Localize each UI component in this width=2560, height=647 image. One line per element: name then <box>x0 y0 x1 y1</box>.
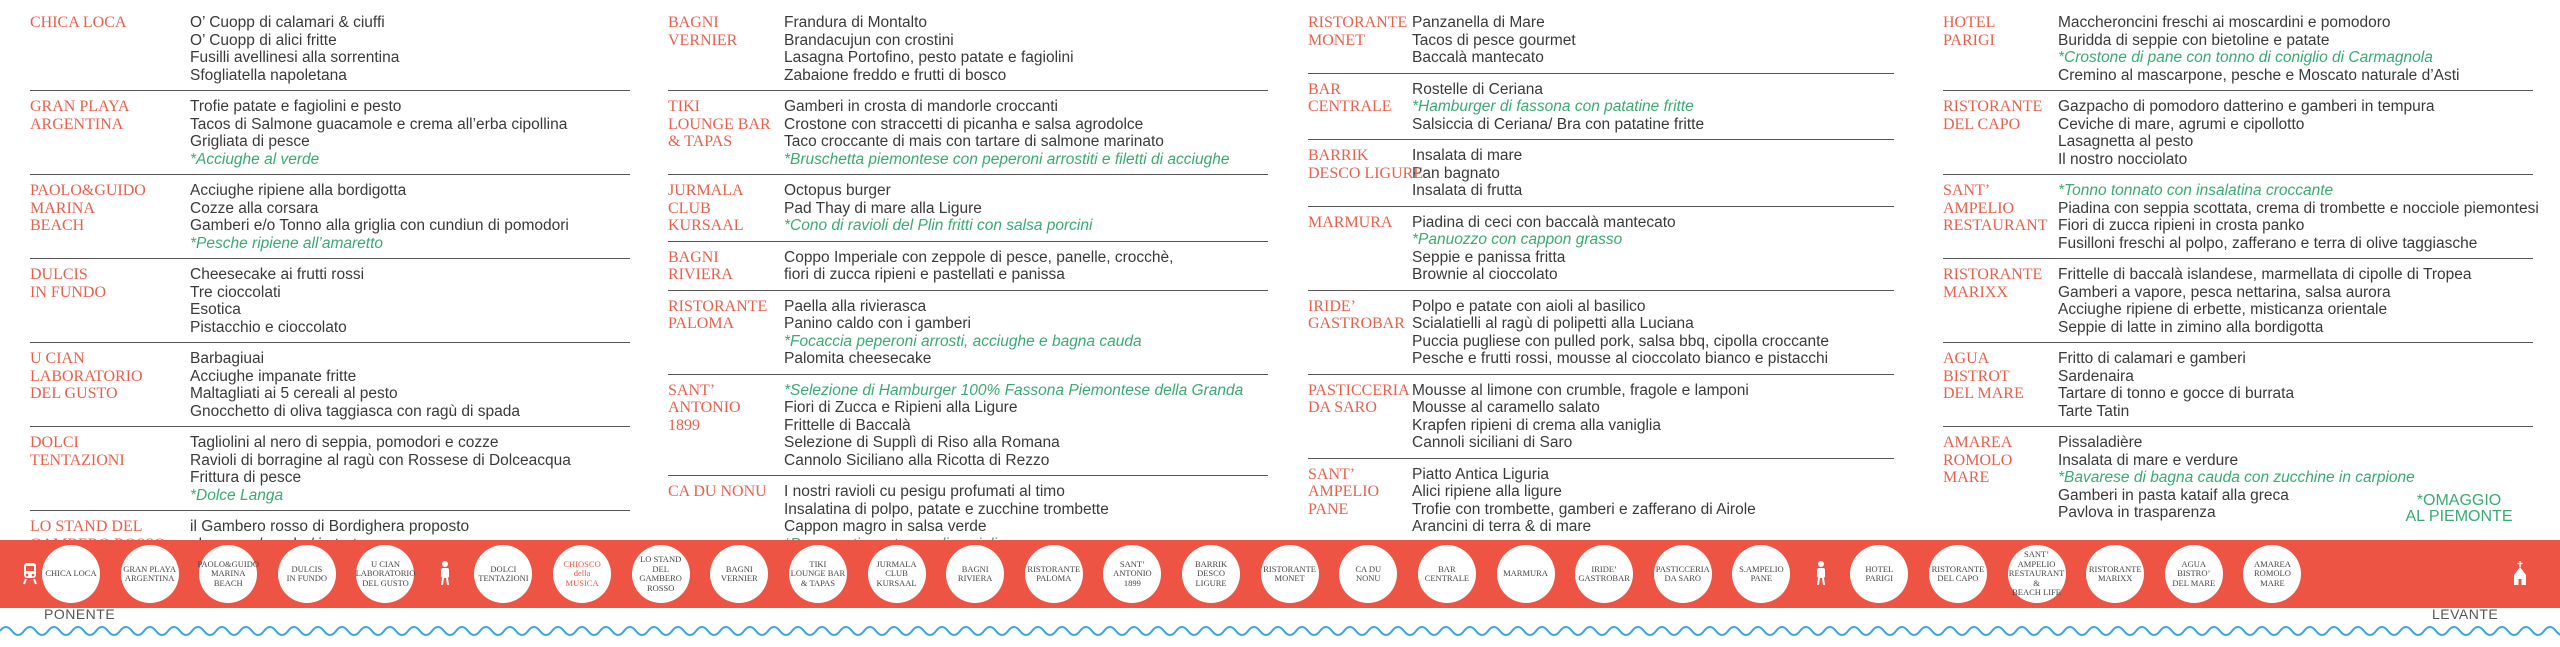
route-stop <box>2243 545 2301 603</box>
route-stop-label: SANT’ ANTONIO 1899 <box>1113 558 1152 588</box>
dish-list <box>2058 98 2533 168</box>
vendor-name: PAOLO&GUIDO MARINA BEACH <box>30 182 146 234</box>
dish-list <box>190 266 630 336</box>
dish-item: Crostone con straccetti di picanha e salsa agrodolce <box>784 115 1144 133</box>
dish-list <box>190 434 630 504</box>
dish-item: Insalatina di polpo, patate e zucchine trombette <box>784 500 1109 518</box>
dish-item: Pavlova in trasparenza <box>2058 504 2216 521</box>
route-stop-label: BAR CENTRALE <box>1424 563 1470 583</box>
route-stop-label: IRIDE’ GASTROBAR <box>1578 563 1630 583</box>
omaggio-piemonte-note: *OMAGGIO AL PIEMONTE <box>2405 492 2513 525</box>
dish-item: Arancini di terra & di mare <box>1412 518 1592 535</box>
route-stop-label: DOLCI TENTAZIONI <box>478 563 529 583</box>
menu-column-3 <box>1308 14 1894 542</box>
dish-item: Acciughe ripiene di erbette, misticanza orientale <box>2058 301 2388 318</box>
vendor-entry <box>30 175 630 259</box>
dish-item: Sfogliatella napoletana <box>190 66 347 84</box>
dish-item: Mousse al caramello salato <box>1412 399 1600 416</box>
dish-item: Buridda di seppie con bietoline e patate <box>2058 31 2330 49</box>
vendor-entry <box>668 375 1268 477</box>
dish-item: Piadina con seppia scottata, crema di trombette e nocciole piemontesi <box>2058 199 2539 217</box>
dish-item: Palomita cheesecake <box>784 350 932 367</box>
dish-item: Salsiccia di Ceriana/ Bra con patatine fritte <box>1412 115 1705 133</box>
dish-item: fiori di zucca ripieni e pastellati e panissa <box>784 266 1065 283</box>
vendor-entry <box>1308 375 1894 459</box>
dish-item: Fritto di calamari e gamberi <box>2058 350 2246 367</box>
menu-column-2 <box>668 14 1268 559</box>
dish-item: Seppie di latte in zimino alla bordigotta <box>2058 318 2324 336</box>
dish-item: I nostri ravioli cu pesigu profumati al timo <box>784 483 1065 500</box>
dish-item: Frittelle di baccalà islandese, marmellata di cipolle di Tropea <box>2058 266 2472 283</box>
route-stop <box>1339 545 1397 603</box>
route-stop <box>1654 545 1712 603</box>
route-stop <box>2086 545 2144 603</box>
vendor-entry <box>668 91 1268 175</box>
dish-list <box>784 182 1268 235</box>
route-stop-label: CA DU NONU <box>1355 563 1382 583</box>
route-stop <box>278 545 336 603</box>
route-stop-label: RISTORANTE PALOMA <box>1027 563 1081 583</box>
dish-list <box>1412 14 1894 67</box>
dish-item: Pan bagnato <box>1412 164 1500 182</box>
piemonte-dish-item: *Crostone di pane con tonno di coniglio di Carmagnola <box>2058 49 2433 66</box>
vendor-name: RISTORANTE DEL CAPO <box>1943 98 2043 133</box>
dish-item: Cremino al mascarpone, pesche e Moscato naturale d’Asti <box>2058 66 2460 84</box>
route-stop <box>42 545 100 603</box>
vendor-entry <box>1943 259 2533 343</box>
dish-item: Selezione di Supplì di Riso alla Romana <box>784 434 1060 451</box>
dish-item: Brownie al cioccolato <box>1412 266 1558 283</box>
dish-item: Baccalà mantecato <box>1412 49 1544 66</box>
dish-list <box>2058 182 2539 252</box>
route-stop-label: BARRIK DESCO LIGURE <box>1194 558 1228 588</box>
route-stop <box>946 545 1004 603</box>
dish-list <box>1412 382 1894 452</box>
piemonte-dish-item: *Selezione di Hamburger 100% Fassona Piemontese della Granda <box>784 381 1244 399</box>
dish-item: Fiori di zucca ripieni in crosta panko <box>2058 217 2305 234</box>
route-stop <box>1025 545 1083 603</box>
dish-item: Pad Thay di mare alla Ligure <box>784 199 982 217</box>
dish-item: Paella alla rivierasca <box>784 297 927 315</box>
dish-item: Maltagliati ai 5 cereali al pesto <box>190 385 398 402</box>
vendor-name: CHICA LOCA <box>30 14 127 31</box>
route-stop <box>121 545 179 603</box>
dish-item: Gamberi in pasta kataif alla greca <box>2058 486 2289 504</box>
dish-item: Seppie e panissa fritta <box>1412 248 1566 266</box>
dish-list <box>1412 81 1894 134</box>
piemonte-dish-item: *Acciughe al verde <box>190 150 320 168</box>
dish-item: Panzanella di Mare <box>1412 14 1545 31</box>
vendor-entry <box>30 259 630 343</box>
dish-list <box>784 98 1268 168</box>
dish-item: Tacos di pesce gourmet <box>1412 31 1576 49</box>
route-stop-label: MARMURA <box>1503 568 1548 579</box>
route-stop <box>356 545 414 603</box>
vendor-name: SANT’ AMPELIO RESTAURANT <box>1943 182 2048 234</box>
dish-item: Gamberi a vapore, pesca nettarina, salsa aurora <box>2058 283 2391 301</box>
sea-wave-line <box>0 618 2560 644</box>
dish-item: Pistacchio e cioccolato <box>190 318 347 336</box>
dish-item: Cannoli siciliani di Saro <box>1412 434 1573 451</box>
church-icon <box>2512 560 2528 586</box>
dish-item: Cannolo Siciliano alla Ricotta di Rezzo <box>784 451 1050 469</box>
dish-item: Gamberi in crosta di mandorle croccanti <box>784 98 1058 115</box>
route-stop-label: CHICA LOCA <box>45 568 97 579</box>
route-stop <box>632 545 690 603</box>
dish-list <box>784 14 1268 84</box>
dish-item: Scialatielli al ragù di polipetti alla Luciana <box>1412 315 1694 332</box>
dish-item: Insalata di frutta <box>1412 182 1523 199</box>
vendor-entry <box>1308 14 1894 74</box>
vendor-name: BAGNI RIVIERA <box>668 248 733 283</box>
dish-item: Acciughe impanate fritte <box>190 367 357 385</box>
dish-item: Fusilli avellinesi alla sorrentina <box>190 49 400 66</box>
vendor-name: LO STAND DEL <box>30 518 143 535</box>
vendor-name: SANT’ ANTONIO 1899 <box>668 381 741 434</box>
dish-list <box>2058 266 2533 336</box>
vendor-name: AMAREA ROMOLO MARE <box>1943 434 2013 486</box>
route-stop-label: BAGNI VERNIER <box>720 563 758 583</box>
route-stop-label: PASTICCERIA DA SARO <box>1655 563 1710 583</box>
dish-item: Tre cioccolati <box>190 283 281 301</box>
vendor-name: BARRIK DESCO LIGURE <box>1308 147 1424 182</box>
dish-list <box>190 350 630 420</box>
route-stop <box>1103 545 1161 603</box>
route-stop-label: JURMALA CLUB KURSAAL <box>876 558 917 588</box>
route-stop-label: HOTEL PARIGI <box>1865 563 1894 583</box>
dish-item: O’ Cuopp di calamari & ciuffi <box>190 14 385 31</box>
route-stop-label: RISTORANTE MONET <box>1263 563 1317 583</box>
dish-list <box>1412 214 1894 284</box>
dish-item: Puccia pugliese con pulled pork, salsa bbq, cipolla croccante <box>1412 332 1830 350</box>
vendor-entry <box>1943 14 2533 91</box>
dish-list <box>1412 298 1894 368</box>
dish-item: Frandura di Montalto <box>784 14 928 31</box>
ponente-label: PONENTE <box>44 606 116 622</box>
route-stop-label: GRAN PLAYA ARGENTINA <box>123 563 177 583</box>
dish-item: Insalata di mare <box>1412 147 1523 164</box>
route-stop <box>710 545 768 603</box>
vendor-entry <box>30 14 630 91</box>
route-stop <box>2008 545 2066 603</box>
route-stop <box>1182 545 1240 603</box>
vendor-entry <box>1943 175 2539 259</box>
route-stop-label: AMAREA ROMOLO MARE <box>2254 558 2291 588</box>
person-marker-icon <box>437 560 453 586</box>
vendor-name: CA DU NONU <box>668 483 767 500</box>
dish-list <box>784 249 1268 284</box>
route-stop-label: DULCIS IN FUNDO <box>286 563 328 583</box>
vendor-entry <box>668 291 1268 375</box>
dish-item: Insalata di mare e verdure <box>2058 451 2239 469</box>
dish-item: Pesche e frutti rossi, mousse al cioccolato bianco e pistacchi <box>1412 350 1829 367</box>
route-stop-label: AGUA BISTRO’ DEL MARE <box>2172 558 2216 588</box>
vendor-entry <box>668 242 1268 291</box>
dish-item: Piatto Antica Liguria <box>1412 465 1550 483</box>
dish-list <box>1412 147 1894 200</box>
dish-item: Tacos di Salmone guacamole e crema all’erba cipollina <box>190 115 568 133</box>
dish-list <box>2058 350 2533 420</box>
route-stop-label: RISTORANTE MARIXX <box>2088 563 2142 583</box>
vendor-entry <box>1308 140 1894 207</box>
vendor-name: RISTORANTE MARIXX <box>1943 266 2043 301</box>
dish-item: Il nostro nocciolato <box>2058 150 2188 168</box>
dish-item: Alici ripiene alla ligure <box>1412 483 1562 500</box>
route-stop <box>868 545 926 603</box>
vendor-entry <box>1943 343 2533 427</box>
route-stop-label: S.AMPELIO PANE <box>1739 563 1784 583</box>
menu-column-4 <box>1943 14 2539 528</box>
dish-list <box>784 298 1268 368</box>
dish-item: Grigliata di pesce <box>190 133 310 150</box>
dish-item: Rostelle di Ceriana <box>1412 80 1543 98</box>
dish-list <box>190 14 630 84</box>
menu-column-1 <box>30 14 630 559</box>
route-stop-label: SANT’ AMPELIO RESTAURANT & BEACH LIFE <box>2008 549 2065 598</box>
dish-item: Tartare di tonno e gocce di burrata <box>2058 385 2295 402</box>
vendor-name: GRAN PLAYA ARGENTINA <box>30 98 130 133</box>
route-stop <box>197 545 260 603</box>
dish-list <box>2058 14 2533 84</box>
dish-item: Trofie con trombette, gamberi e zafferano di Airole <box>1412 500 1756 518</box>
dish-item: Frittelle di Baccalà <box>784 416 911 434</box>
dish-item: Trofie patate e fagiolini e pesto <box>190 98 402 115</box>
dish-item: Tagliolini al nero di seppia, pomodori e cozze <box>190 434 499 451</box>
dish-item: Gazpacho di pomodoro datterino e gamberi in tempura <box>2058 98 2435 115</box>
vendor-entry <box>668 14 1268 91</box>
dish-item: Zabaione freddo e frutti di bosco <box>784 66 1007 84</box>
dish-item: Tarte Tatin <box>2058 402 2130 420</box>
route-stop-label: U CIAN LABORATORIO DEL GUSTO <box>355 558 416 588</box>
dish-item: O’ Cuopp di alici fritte <box>190 31 337 49</box>
route-stop <box>1850 545 1908 603</box>
dish-item: Fiori di Zucca e Ripieni alla Ligure <box>784 399 1018 416</box>
dish-item: Gamberi e/o Tonno alla griglia con cundiun di pomodori <box>190 217 569 234</box>
dish-item: Acciughe ripiene alla bordigotta <box>190 182 407 199</box>
dish-item: Sardenaira <box>2058 367 2134 385</box>
vendor-name: RISTORANTE PALOMA <box>668 297 768 332</box>
dish-list <box>1412 466 1894 536</box>
route-stop <box>1497 545 1555 603</box>
vendor-name: BAR CENTRALE <box>1308 80 1392 115</box>
dish-list <box>190 98 630 168</box>
vendor-entry <box>668 175 1268 242</box>
vendor-name: IRIDE’ GASTROBAR <box>1308 297 1405 332</box>
dish-list <box>190 182 630 252</box>
vendor-name: DULCIS IN FUNDO <box>30 266 106 301</box>
dish-item: Mousse al limone con crumble, fragole e lamponi <box>1412 381 1749 399</box>
route-stop-label: CHIOSCO della MUSICA <box>563 558 601 588</box>
route-stop <box>2165 545 2223 603</box>
dish-item: Coppo Imperiale con zeppole di pesce, panelle, crocchè, <box>784 248 1174 266</box>
vendor-name: BAGNI VERNIER <box>668 14 738 49</box>
vendor-name: HOTEL PARIGI <box>1943 14 1996 49</box>
person-marker-icon <box>1813 560 1829 586</box>
route-stop-label: BAGNI RIVIERA <box>957 563 993 583</box>
dish-item: Krapfen ripieni di crema alla vaniglia <box>1412 416 1661 434</box>
dish-item: il Gambero rosso di Bordighera proposto <box>190 518 470 535</box>
promenade-route-band <box>0 540 2560 608</box>
route-stop <box>1732 545 1790 603</box>
dish-item: Ravioli di borragine al ragù con Rossese di Dolceacqua <box>190 451 571 469</box>
vendor-entry <box>30 427 630 511</box>
vendor-entry <box>30 343 630 427</box>
vendor-name: TIKI LOUNGE BAR & TAPAS <box>668 98 771 150</box>
vendor-name: PASTICCERIA DA SARO <box>1308 381 1410 416</box>
piemonte-dish-item: *Bruschetta piemontese con peperoni arrostiti e filetti di acciughe <box>784 150 1230 168</box>
vendor-name: U CIAN LABORATORIO DEL GUSTO <box>30 350 143 402</box>
dish-list <box>784 382 1268 470</box>
dish-item: Polpo e patate con aioli al basilico <box>1412 297 1646 315</box>
piemonte-dish-item: *Dolce Langa <box>190 486 284 504</box>
piemonte-dish-item: *Hamburger di fassona con patatine fritte <box>1412 98 1694 115</box>
dish-item: Octopus burger <box>784 182 891 199</box>
route-stop-label: PAOLO&GUIDO MARINA BEACH <box>197 558 260 588</box>
dish-item: Panino caldo con i gamberi <box>784 315 971 332</box>
dish-item: Piadina di ceci con baccalà mantecato <box>1412 213 1676 231</box>
dish-item: Brandacujun con crostini <box>784 31 954 49</box>
dish-item: Lasagnetta al pesto <box>2058 133 2194 150</box>
piemonte-dish-item: *Focaccia peperoni arrosti, acciughe e bagna cauda <box>784 332 1142 350</box>
piemonte-dish-item: *Pesche ripiene all’amaretto <box>190 234 383 252</box>
vendor-name: DOLCI TENTAZIONI <box>30 434 125 469</box>
route-stop <box>553 545 611 603</box>
vendor-name: RISTORANTE MONET <box>1308 14 1408 49</box>
dish-item: Lasagna Portofino, pesto patate e fagiolini <box>784 49 1074 66</box>
piemonte-dish-item: *Cono di ravioli del Plin fritti con salsa porcini <box>784 217 1093 234</box>
route-stop <box>1929 545 1987 603</box>
dish-item: Cozze alla corsara <box>190 199 319 217</box>
piemonte-dish-item: *Tonno tonnato con insalatina croccante <box>2058 182 2334 199</box>
dish-item: Ceviche di mare, agrumi e cipollotto <box>2058 115 2305 133</box>
dish-item: Pissaladière <box>2058 434 2143 451</box>
train-icon <box>22 560 38 586</box>
route-stop <box>1575 545 1633 603</box>
dish-item: Esotica <box>190 301 241 318</box>
vendor-name: AGUA BISTROT DEL MARE <box>1943 350 2024 402</box>
dish-item: Cappon magro in salsa verde <box>784 518 987 535</box>
vendor-entry <box>1308 459 1894 542</box>
vendor-name: SANT’ AMPELIO PANE <box>1308 465 1380 518</box>
vendor-entry <box>1308 74 1894 141</box>
dish-item: Fusilloni freschi al polpo, zafferano e terra di olive taggiasche <box>2058 234 2478 252</box>
vendor-entry <box>1943 91 2533 175</box>
piemonte-dish-item: *Panuozzo con cappon grasso <box>1412 231 1623 248</box>
route-stop <box>474 545 532 603</box>
vendor-name: MARMURA <box>1308 213 1393 231</box>
route-stop-label: TIKI LOUNGE BAR & TAPAS <box>790 558 846 588</box>
dish-item: Cheesecake ai frutti rossi <box>190 266 365 283</box>
dish-item: Barbagiuai <box>190 350 265 367</box>
vendor-entry <box>30 91 630 175</box>
dish-item: Frittura di pesce <box>190 469 302 486</box>
route-stop-label: LO STAND DEL GAMBERO ROSSO <box>639 554 682 593</box>
dish-item: Gnocchetto di oliva taggiasca con ragù di spada <box>190 402 521 420</box>
vendor-entry <box>1308 207 1894 291</box>
dish-item: Taco croccante di mais con tartare di salmone marinato <box>784 133 1164 150</box>
dish-item: Maccheroncini freschi ai moscardini e pomodoro <box>2058 14 2391 31</box>
route-stop-label: RISTORANTE DEL CAPO <box>1931 563 1985 583</box>
piemonte-dish-item: *Bavarese di bagna cauda con zucchine in carpione <box>2058 469 2415 486</box>
route-stop <box>789 545 847 603</box>
vendor-name: JURMALA CLUB KURSAAL <box>668 182 744 234</box>
route-stop <box>1261 545 1319 603</box>
levante-label: LEVANTE <box>2432 606 2499 622</box>
vendor-entry <box>1308 291 1894 375</box>
route-stop <box>1418 545 1476 603</box>
